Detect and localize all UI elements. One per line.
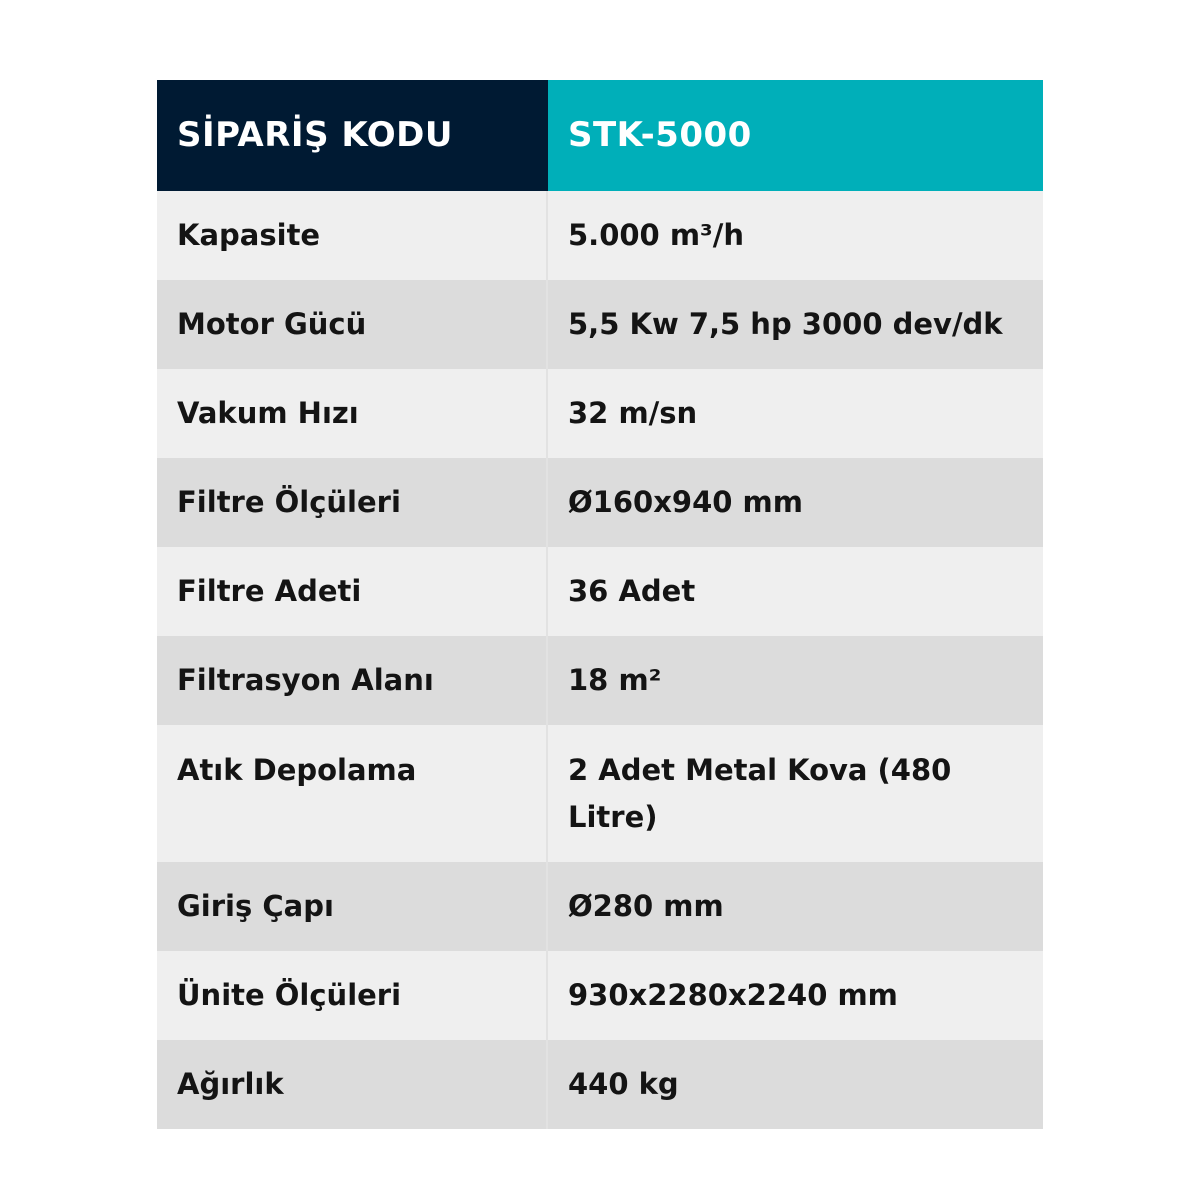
row-label-filter-dimensions: Filtre Ölçüleri xyxy=(157,458,547,547)
order-code-label: SİPARİŞ KODU xyxy=(157,80,547,191)
row-label-inlet-diameter: Giriş Çapı xyxy=(157,862,547,951)
row-label-capacity: Kapasite xyxy=(157,191,547,280)
table-row xyxy=(157,458,1043,547)
row-value-filter-count: 36 Adet xyxy=(568,574,696,608)
row-value-waste-storage: 2 Adet Metal Kova (480 Litre) xyxy=(568,753,952,834)
row-label-weight: Ağırlık xyxy=(157,1040,547,1129)
table-row xyxy=(157,280,1043,369)
spec-table xyxy=(157,80,1043,1129)
table-row xyxy=(157,369,1043,458)
row-label-filtration-area: Filtrasyon Alanı xyxy=(157,636,547,725)
table-row xyxy=(157,636,1043,725)
row-value-unit-dimensions: 930x2280x2240 mm xyxy=(568,978,898,1012)
row-label-motor-power: Motor Gücü xyxy=(157,280,547,369)
table-row xyxy=(157,951,1043,1040)
table-row xyxy=(157,191,1043,280)
row-value-motor-power: 5,5 Kw 7,5 hp 3000 dev/dk xyxy=(568,307,1003,341)
order-code-value: STK-5000 xyxy=(547,80,1043,191)
row-value-filtration-area: 18 m² xyxy=(568,663,662,697)
row-label-unit-dimensions: Ünite Ölçüleri xyxy=(157,951,547,1040)
row-value-weight: 440 kg xyxy=(568,1067,679,1101)
row-value-filter-dimensions: Ø160x940 mm xyxy=(568,485,803,519)
table-row xyxy=(157,862,1043,951)
spec-table-body xyxy=(157,191,1043,1129)
row-label-vacuum-speed: Vakum Hızı xyxy=(157,369,547,458)
table-row xyxy=(157,1040,1043,1129)
spec-table-header xyxy=(157,80,1043,191)
table-row xyxy=(157,547,1043,636)
header-row xyxy=(157,80,1043,191)
row-value-inlet-diameter: Ø280 mm xyxy=(568,889,724,923)
row-value-capacity: 5.000 m³/h xyxy=(568,218,744,252)
row-label-filter-count: Filtre Adeti xyxy=(157,547,547,636)
row-label-waste-storage: Atık Depolama xyxy=(157,725,547,862)
row-value-vacuum-speed: 32 m/sn xyxy=(568,396,698,430)
table-row xyxy=(157,725,1043,862)
